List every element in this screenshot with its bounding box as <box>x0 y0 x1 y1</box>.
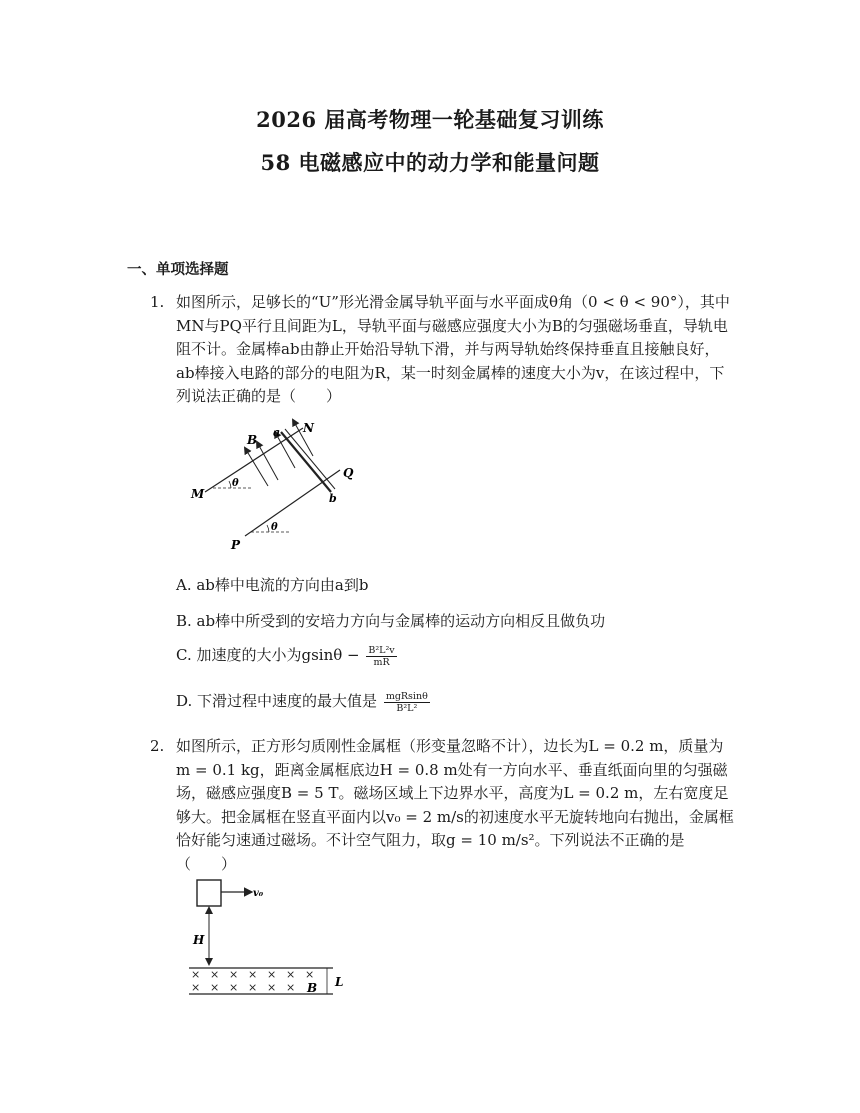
q2-figure <box>185 876 360 1000</box>
q2-number: 2. <box>150 737 165 755</box>
q1-number: 1. <box>150 293 165 311</box>
cross-mark: × <box>267 981 277 994</box>
label-theta2: θ <box>271 522 278 533</box>
cross-mark: × <box>191 968 201 981</box>
section-heading: 一、单项选择题 <box>127 261 229 278</box>
label-b: b <box>329 492 337 505</box>
label-Q: Q <box>343 466 354 480</box>
cross-mark: × <box>267 968 277 981</box>
q1-option-a: A. ab棒中电流的方向由a到b <box>176 576 369 594</box>
label-N: N <box>303 421 314 435</box>
q1-option-d-fraction <box>384 691 430 714</box>
cross-mark: × <box>305 968 315 981</box>
label-theta1: θ <box>232 478 239 489</box>
cross-mark: × <box>191 981 201 994</box>
q1-option-c <box>176 644 397 668</box>
q1-option-d-numerator: mgRsinθ <box>385 690 428 702</box>
cross-mark: × <box>286 968 296 981</box>
q1-option-d-denominator: B²L² <box>396 702 418 714</box>
q1-option-c-fraction <box>366 645 396 668</box>
cross-mark: × <box>248 968 258 981</box>
q1-text: 如图所示，足够长的“U”形光滑金属导轨平面与水平面成θ角（0 < θ < 90°），其中MN与PQ平行且间距为L，导轨平面与磁感应强度大小为B的匀强磁场垂直，导轨电阻不计。金属棒ab由静止开始沿导轨下滑，并与两导轨始终保持垂直且接触良好，ab棒接入电路的部分的电阻为R，某一时刻金属棒的速度大小为v，在该过程中，下列说法正确的是（ ） <box>176 293 730 405</box>
label-L: L <box>335 975 344 989</box>
q2-text: 如图所示，正方形匀质刚性金属框（形变量忽略不计），边长为L = 0.2 m，质量为m = 0.1 kg，距离金属框底边H = 0.8 m处有一方向水平、垂直纸面向里的匀强磁场，磁感应强度B = 5 T。磁场区域上下边界水平，高度为L = 0.2 m，左右宽度足够大。把金属框在竖直平面内以v₀ = 2 m/s的初速度水平无旋转地向右抛出，金属框恰好能匀速通过磁场。不计空气阻力，取g = 10 m/s²。下列说法不正确的是（ ） <box>176 737 734 873</box>
label-B: B <box>307 981 318 995</box>
cross-mark: × <box>248 981 258 994</box>
label-M: M <box>191 487 205 501</box>
label-v0: v₀ <box>253 888 264 899</box>
q1-option-d <box>176 690 430 714</box>
doc-title-line1: 2026 届高考物理一轮基础复习训练 <box>256 107 604 132</box>
cross-mark: × <box>210 968 220 981</box>
label-P: P <box>231 538 241 552</box>
label-H: H <box>193 933 205 947</box>
cross-mark: × <box>229 968 239 981</box>
label-B: B <box>247 433 258 447</box>
q1-option-c-text: C. 加速度的大小为gsinθ − <box>176 646 360 664</box>
q1-option-d-text: D. 下滑过程中速度的最大值是 <box>176 692 378 710</box>
q1-option-c-denominator: mR <box>373 656 390 668</box>
q1-option-b: B. ab棒中所受到的安培力方向与金属棒的运动方向相反且做负功 <box>176 612 606 630</box>
b-field-arrow <box>257 442 278 480</box>
q1-option-c-numerator: B²L²v <box>368 644 395 656</box>
label-a: a <box>273 426 281 439</box>
cross-mark: × <box>210 981 220 994</box>
cross-mark: × <box>229 981 239 994</box>
doc-title-line2: 58 电磁感应中的动力学和能量问题 <box>260 150 600 175</box>
cross-mark: × <box>286 981 296 994</box>
q1-figure <box>185 418 360 556</box>
